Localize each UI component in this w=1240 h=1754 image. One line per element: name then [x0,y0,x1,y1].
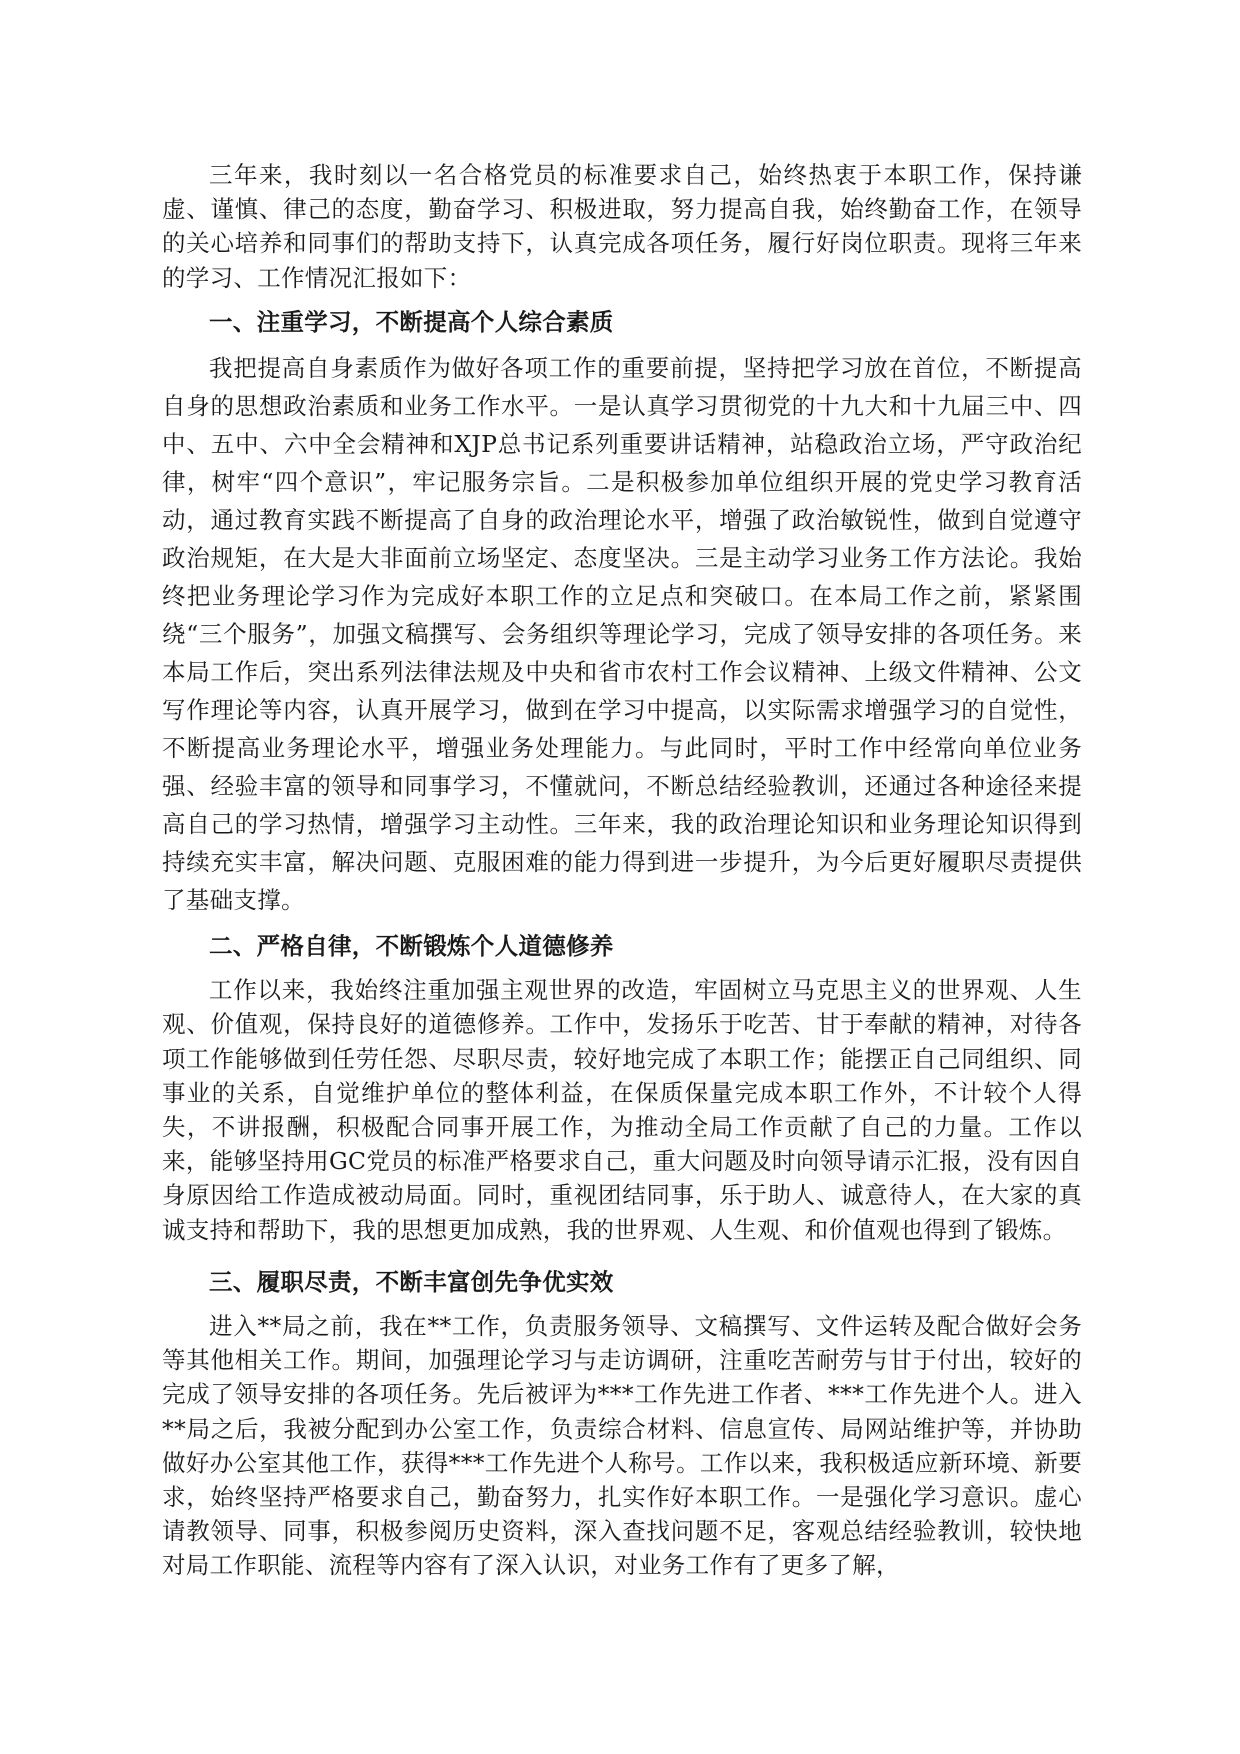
section-heading-1: 一、注重学习，不断提高个人综合素质 [209,307,614,336]
intro-paragraph: 三年来，我时刻以一名合格党员的标准要求自己，始终热衷于本职工作，保持谦虚、谨慎、律己的态度，勤奋学习、积极进取，努力提高自我，始终勤奋工作，在领导的关心培养和同事们的帮助支持下，认真完成各项任务，履行好岗位职责。现将三年来的学习、工作情况汇报如下： [162,161,1082,292]
section-2-paragraph: 工作以来，我始终注重加强主观世界的改造，牢固树立马克思主义的世界观、人生观、价值观，保持良好的道德修养。工作中，发扬乐于吃苦、甘于奉献的精神，对待各项工作能够做到任劳任怨、尽职尽责，较好地完成了本职工作；能摆正自己同组织、同事业的关系，自觉维护单位的整体利益，在保质保量完成本职工作外，不计较个人得失，不讲报酬，积极配合同事开展工作，为推动全局工作贡献了自己的力量。工作以来，能够坚持用GC党员的标准严格要求自己，重大问题及时向领导请示汇报，没有因自身原因给工作造成被动局面。同时，重视团结同事，乐于助人、诚意待人，在大家的真诚支持和帮助下，我的思想更加成熟，我的世界观、人生观、和价值观也得到了锻炼。 [162,976,1082,1244]
section-3-paragraph: 进入**局之前，我在**工作，负责服务领导、文稿撰写、文件运转及配合做好会务等其他相关工作。期间，加强理论学习与走访调研，注重吃苦耐劳与甘于付出，较好的完成了领导安排的各项任务。先后被评为***工作先进工作者、***工作先进个人。进入**局之后，我被分配到办公室工作，负责综合材料、信息宣传、局网站维护等，并协助做好办公室其他工作，获得***工作先进个人称号。工作以来，我积极适应新环境、新要求，始终坚持严格要求自己，勤奋努力，扎实作好本职工作。一是强化学习意识。虚心请教领导、同事，积极参阅历史资料，深入查找问题不足，客观总结经验教训，较快地对局工作职能、流程等内容有了深入认识，对业务工作有了更多了解， [162,1312,1082,1580]
section-heading-3: 三、履职尽责，不断丰富创先争优实效 [209,1267,614,1296]
document-page [162,158,1082,1583]
section-heading-2: 二、严格自律，不断锻炼个人道德修养 [209,932,614,961]
section-1-paragraph: 我把提高自身素质作为做好各项工作的重要前提，坚持把学习放在首位，不断提高自身的思想政治素质和业务工作水平。一是认真学习贯彻党的十九大和十九届三中、四中、五中、六中全会精神和XJP总书记系列重要讲话精神，站稳政治立场，严守政治纪律，树牢“四个意识”，牢记服务宗旨。二是积极参加单位组织开展的党史学习教育活动，通过教育实践不断提高了自身的政治理论水平，增强了政治敏锐性，做到自觉遵守政治规矩，在大是大非面前立场坚定、态度坚决。三是主动学习业务工作方法论。我始终把业务理论学习作为完成好本职工作的立足点和突破口。在本局工作之前，紧紧围绕“三个服务”，加强文稿撰写、会务组织等理论学习，完成了领导安排的各项任务。来本局工作后，突出系列法律法规及中央和省市农村工作会议精神、上级文件精神、公文写作理论等内容，认真开展学习，做到在学习中提高，以实际需求增强学习的自觉性，不断提高业务理论水平，增强业务处理能力。与此同时，平时工作中经常向单位业务强、经验丰富的领导和同事学习，不懂就问，不断总结经验教训，还通过各种途径来提高自己的学习热情，增强学习主动性。三年来，我的政治理论知识和业务理论知识得到持续充实丰富，解决问题、克服困难的能力得到进一步提升，为今后更好履职尽责提供了基础支撑。 [162,354,1082,915]
